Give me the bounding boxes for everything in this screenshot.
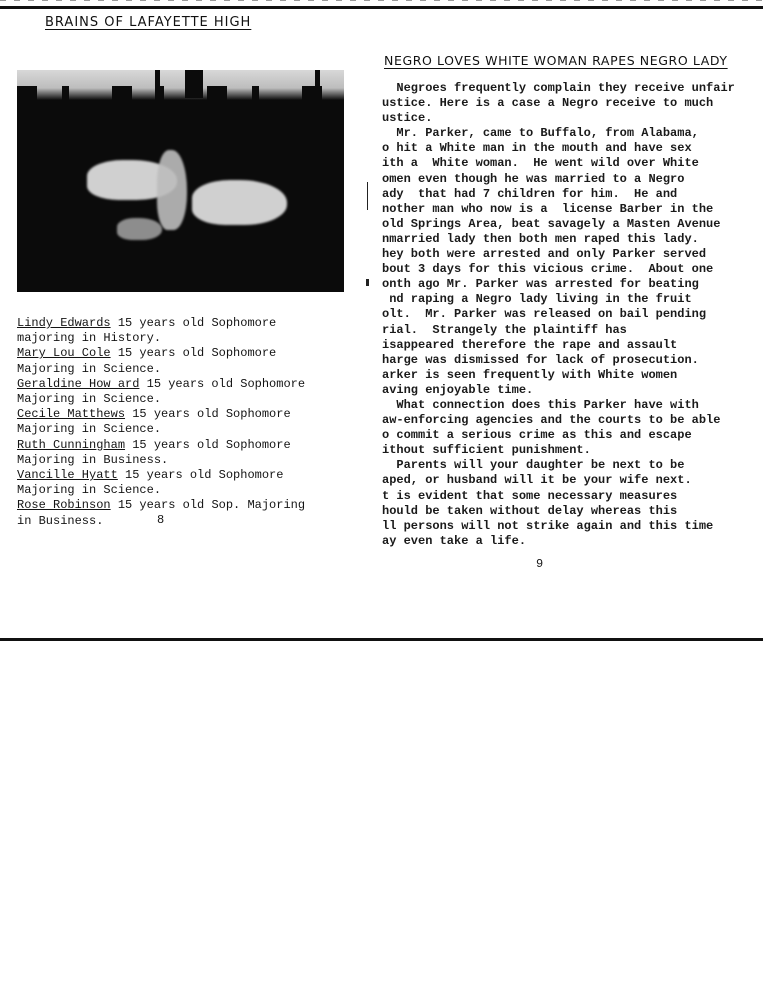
article-line: old Springs Area, beat savagely a Masten Avenue xyxy=(382,216,721,231)
student-name: Lindy Edwards xyxy=(17,316,111,330)
right-heading: NEGRO LOVES WHITE WOMAN RAPES NEGRO LADY xyxy=(384,53,728,68)
article-line: ustice. xyxy=(382,111,433,126)
article-line: aving enjoyable time. xyxy=(382,382,534,397)
margin-mark xyxy=(366,279,369,286)
article-line: bout 3 days for this vicious crime. About one xyxy=(382,262,714,277)
photo-figure xyxy=(157,150,187,230)
article-line: aw-enforcing agencies and the courts to be able xyxy=(382,413,721,428)
article-line: Negroes frequently complain they receive unfair xyxy=(382,81,735,95)
left-heading: BRAINS OF LAFAYETTE HIGH xyxy=(45,15,252,30)
article-body xyxy=(382,81,735,549)
student-name: Vancille Hyatt xyxy=(17,468,118,483)
article-line: Parents will your daughter be next to be xyxy=(382,458,685,473)
article-line: ady that had 7 children for him. He and xyxy=(382,186,678,201)
article-line: rial. Strangely the plaintiff has xyxy=(382,322,627,337)
article-line: isappeared therefore the rape and assault xyxy=(382,337,678,352)
student-photo xyxy=(17,70,344,292)
article-line: ay even take a life. xyxy=(382,533,527,548)
article-line: What connection does this Parker have with xyxy=(382,397,699,412)
photo-chimney xyxy=(315,70,320,100)
page-number-left: 8 xyxy=(157,513,165,527)
student-name: Geraldine How ard xyxy=(17,376,140,391)
article-line: onth ago Mr. Parker was arrested for beating xyxy=(382,277,699,292)
student-name: Mary Lou Cole xyxy=(17,346,111,361)
student-name: Cecile Matthews xyxy=(17,407,126,422)
student-name: Ruth Cunningham xyxy=(17,437,126,452)
article-line: o hit a White man in the mouth and have sex xyxy=(382,141,692,156)
article-line: omen even though he was married to a Negro xyxy=(382,171,685,186)
article-line: arker is seen frequently with White women xyxy=(382,367,678,382)
article-line: ll persons will not strike again and this time xyxy=(382,518,714,533)
article-line: harge was dismissed for lack of prosecution. xyxy=(382,352,699,367)
article-line: ith a White woman. He went wild over White xyxy=(382,156,699,171)
article-line: t is evident that some necessary measures xyxy=(382,488,678,503)
article-line: hould be taken without delay whereas this xyxy=(382,503,678,518)
photo-skyline xyxy=(17,70,344,100)
article-line: ithout sufficient punishment. xyxy=(382,443,591,458)
photo-figure xyxy=(117,218,162,240)
margin-mark xyxy=(367,182,368,210)
article-line: nmarried lady then both men raped this lady. xyxy=(382,231,699,246)
student-list: Lindy Edwards 15 years old Sophomore majoring in History. Mary Lou Cole 15 years old Sophomore Majoring in Science. Geraldine How ard 15 years old Sophomore Majoring in Science. Cecile Matthews 15 years old Sophomore Majoring in Science. Ruth Cunningham 15 years old Sophomore Majoring in Business. Vancille Hyatt 15 years old Sophomore Majoring in Science. Rose Robinson 15 years old Sop. Majoring in Business. xyxy=(17,316,306,528)
article-line: aped, or husband will it be your wife next. xyxy=(382,473,692,488)
article-line: o commit a serious crime as this and escape xyxy=(382,428,692,443)
article-line: ustice. Here is a case a Negro receive to much xyxy=(382,96,714,111)
article-line: olt. Mr. Parker was released on bail pending xyxy=(382,307,707,322)
article-line: Mr. Parker, came to Buffalo, from Alabama, xyxy=(382,126,699,141)
photo-figure xyxy=(192,180,287,225)
article-line: nd raping a Negro lady living in the fruit xyxy=(382,292,692,307)
page-number-right: 9 xyxy=(536,557,544,571)
student-name: Rose Robinson xyxy=(17,498,111,513)
top-dashed-edge xyxy=(0,0,763,1)
bottom-rule xyxy=(0,638,763,641)
top-rule xyxy=(0,6,763,9)
article-line: nother man who now is a license Barber in the xyxy=(382,201,714,216)
photo-chimney xyxy=(155,70,160,102)
photo-building xyxy=(185,70,203,98)
article-line: hey both were arrested and only Parker served xyxy=(382,247,707,262)
